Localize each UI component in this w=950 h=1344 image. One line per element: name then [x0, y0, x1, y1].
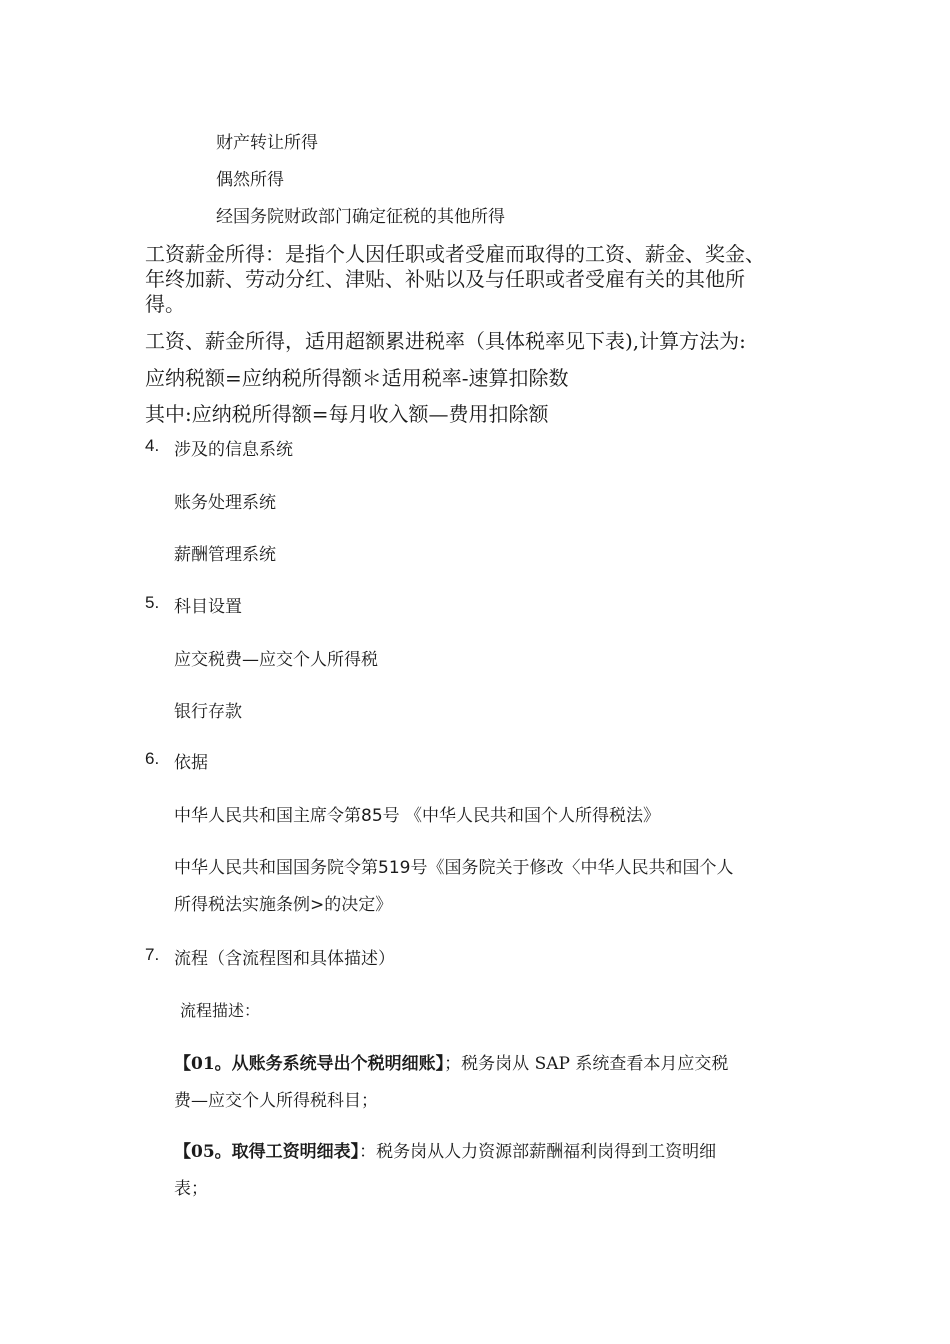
list-item: 薪酬管理系统 — [174, 545, 276, 565]
section-number: 4. — [145, 436, 160, 455]
process-step-2-desc: ：税务岗从人力资源部薪酬福利岗得到工资明细 — [359, 1142, 717, 1162]
list-item: 中华人民共和国国务院令第519号《国务院关于修改〈中华人民共和国个人 — [174, 858, 734, 878]
income-type-other: 经国务院财政部门确定征税的其他所得 — [216, 207, 505, 227]
process-step-2 — [174, 1137, 716, 1162]
wage-definition-line-1: 工资薪金所得：是指个人因任职或者受雇而取得的工资、薪金、奖金、 — [145, 242, 765, 266]
income-type-property-transfer: 财产转让所得 — [216, 133, 318, 153]
section-number: 7. — [145, 945, 160, 964]
process-step-2-continued: 表； — [174, 1179, 208, 1199]
wage-definition-line-2: 年终加薪、劳动分红、津贴、补贴以及与任职或者受雇有关的其他所 — [145, 267, 745, 291]
list-item: 应交税费—应交个人所得税 — [174, 650, 378, 670]
section-title-info-systems: 涉及的信息系统 — [174, 440, 293, 460]
process-step-2-title: 【05。取得工资明细表】 — [174, 1142, 360, 1162]
process-step-1-desc: ；税务岗从 SAP 系统查看本月应交税 — [444, 1054, 729, 1074]
wage-definition-line-3: 得。 — [145, 292, 185, 316]
section-title-account-setup: 科目设置 — [174, 597, 242, 617]
taxable-income-formula: 其中:应纳税所得额=每月收入额—费用扣除额 — [145, 402, 549, 426]
section-title-process: 流程（含流程图和具体描述） — [174, 949, 395, 969]
formula-intro: 工资、薪金所得，适用超额累进税率（具体税率见下表),计算方法为: — [145, 329, 746, 353]
tax-formula: 应纳税额=应纳税所得额＊适用税率-速算扣除数 — [145, 366, 569, 390]
section-number: 6. — [145, 749, 160, 768]
list-item: 所得税法实施条例>的决定》 — [174, 895, 393, 915]
section-title-basis: 依据 — [174, 753, 208, 773]
process-step-1-title: 【01。从账务系统导出个税明细账】 — [174, 1054, 445, 1074]
list-item: 账务处理系统 — [174, 493, 276, 513]
process-step-1 — [174, 1049, 728, 1074]
list-item: 中华人民共和国主席令第85号 《中华人民共和国个人所得税法》 — [174, 806, 661, 826]
process-heading: 流程描述： — [180, 1001, 261, 1020]
section-number: 5. — [145, 593, 160, 612]
process-step-1-continued: 费—应交个人所得税科目； — [174, 1091, 378, 1111]
income-type-incidental: 偶然所得 — [216, 170, 284, 190]
list-item: 银行存款 — [174, 702, 242, 722]
